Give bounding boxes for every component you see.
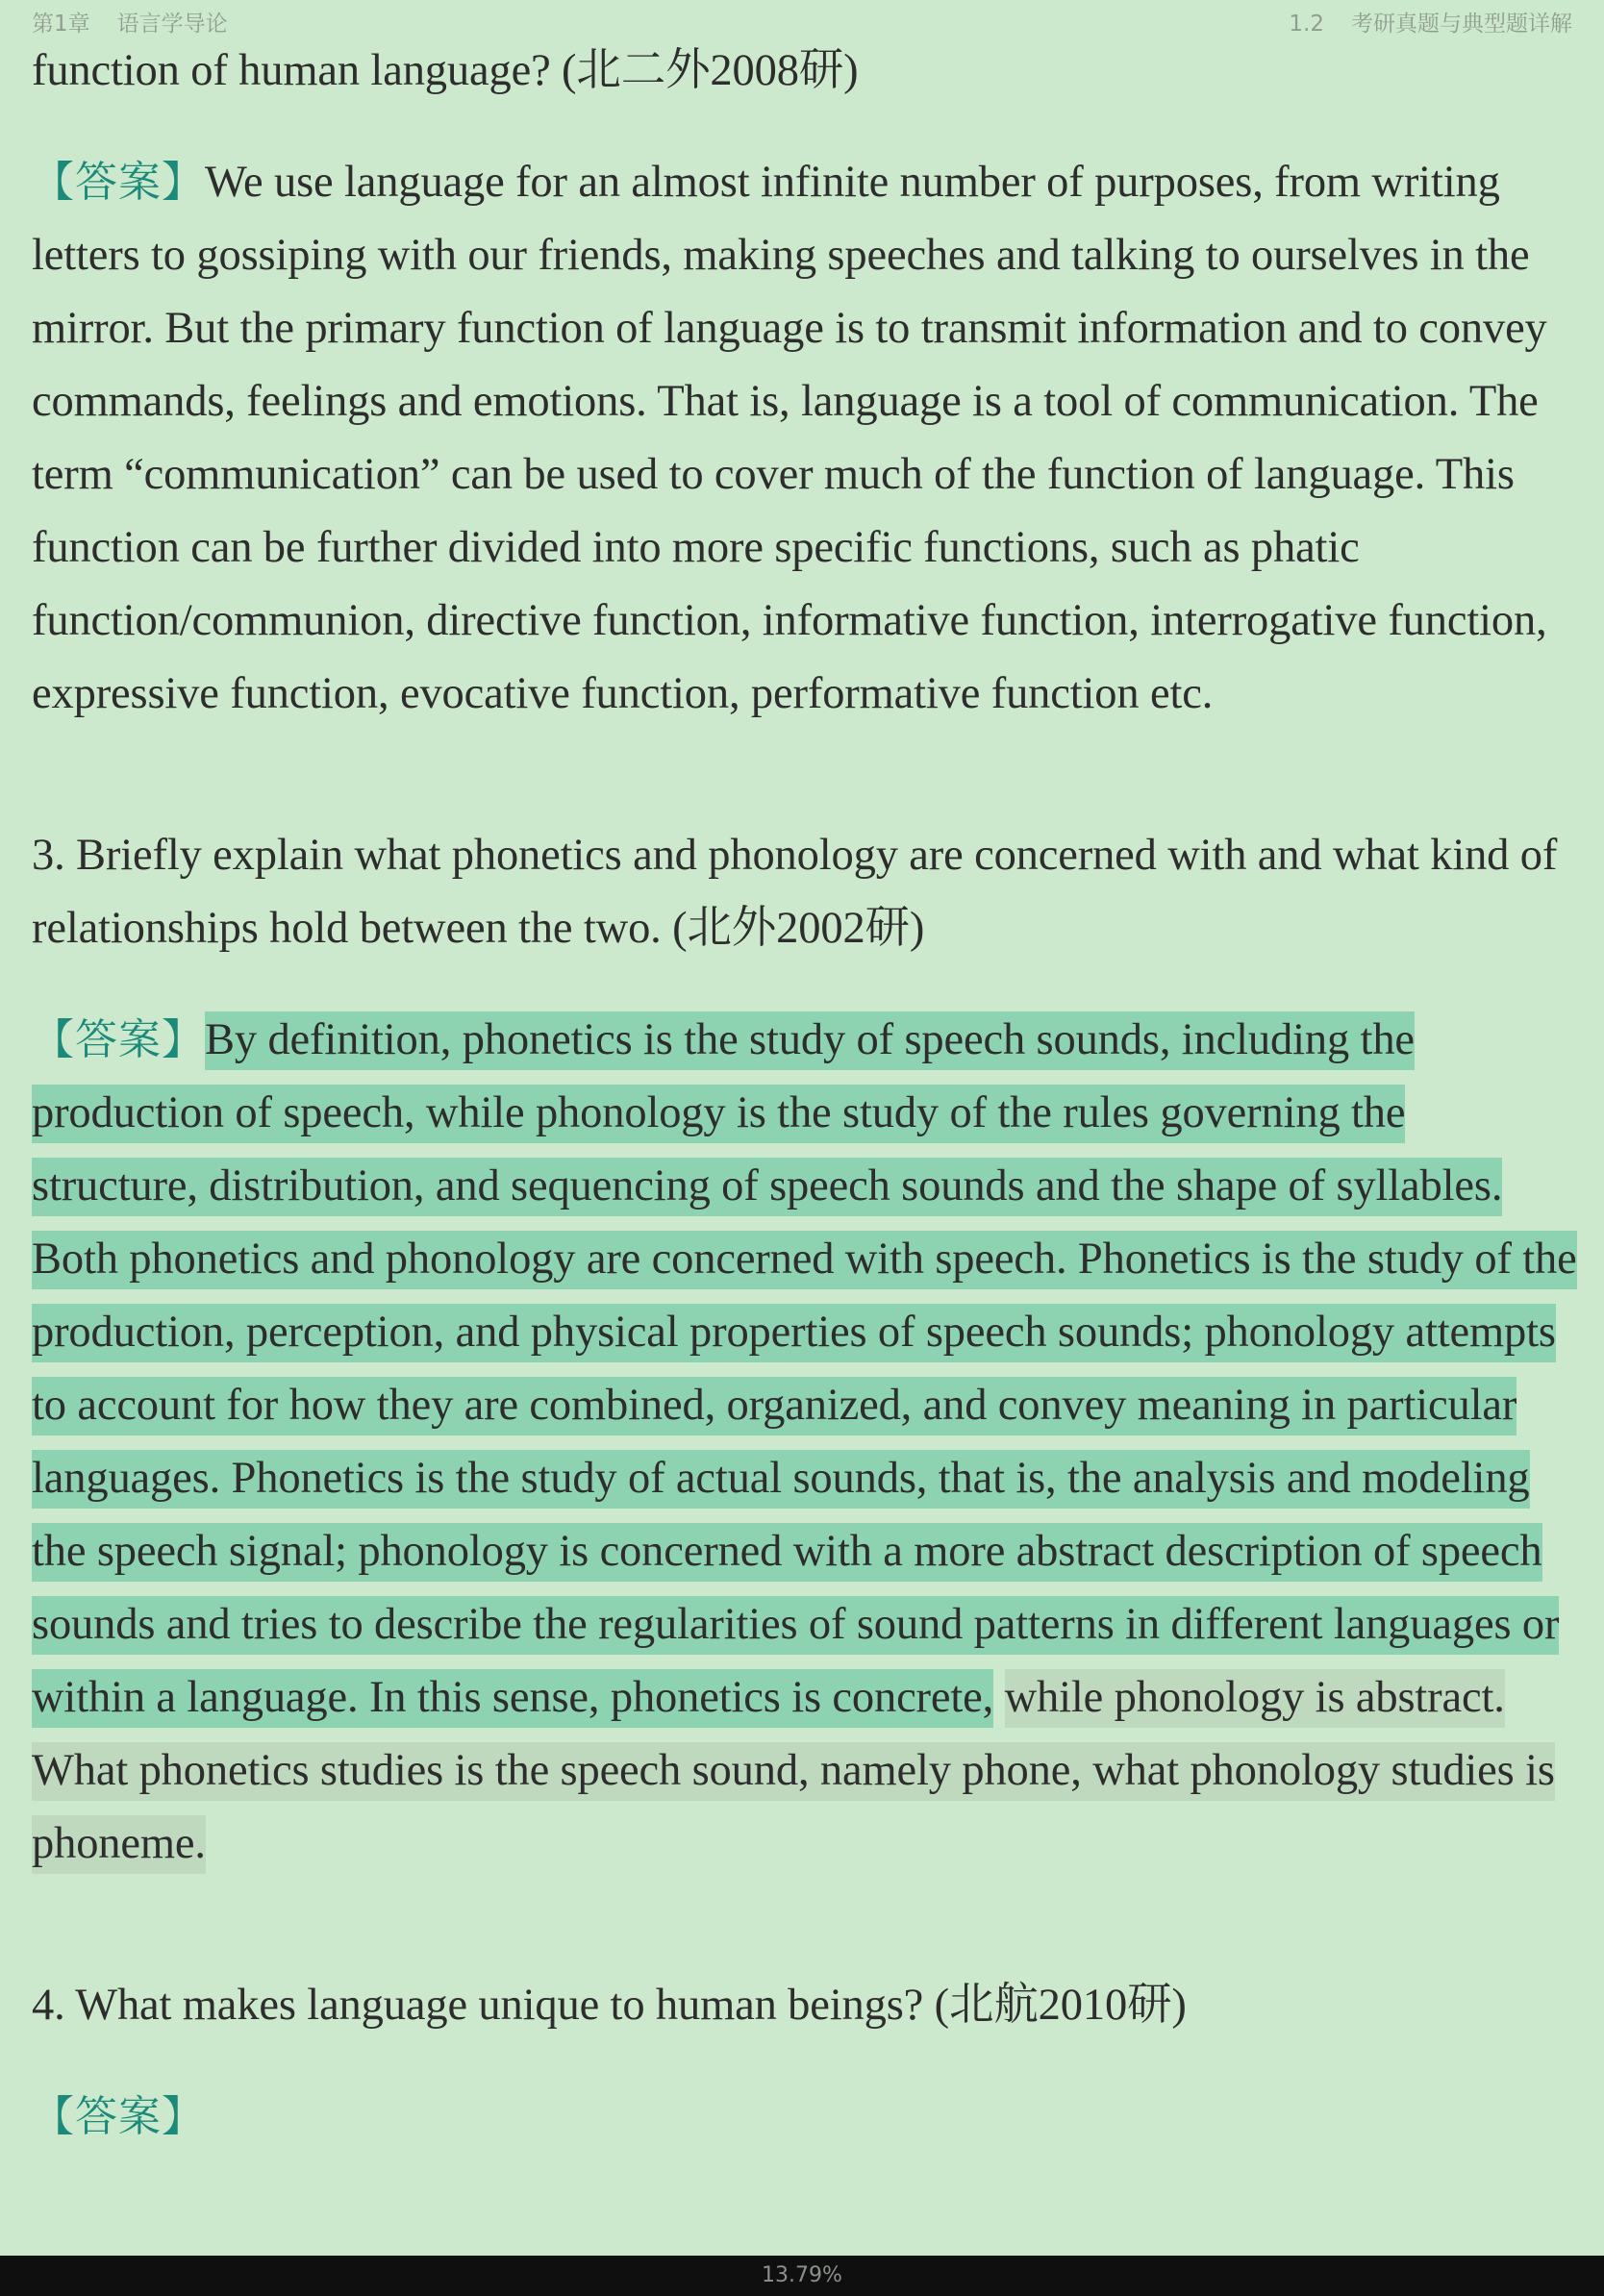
chapter-number: 第1章 xyxy=(32,12,90,37)
reading-progress-bar xyxy=(0,2256,1604,2296)
page-header xyxy=(0,0,1604,38)
answer-label: 【答案】 xyxy=(32,1015,205,1064)
chapter-breadcrumb xyxy=(32,6,228,37)
highlighted-text-secondary[interactable]: while phonology is abstract. What phonetics studies is the speech sound, namely phone, what phonology studies is phoneme. xyxy=(32,1669,1555,1874)
highlighted-text[interactable]: By definition, phonetics is the study of speech sounds, including the production of speech, while phonology is the study of the rules governing the structure, distribution, and sequencing of speech sounds and the shape of syllables. Both phonetics and phonology are concerned with speech. Phonetics is the study of the production, perception, and physical properties of speech sounds; phonology attempts to account for how they are combined, organized, and convey meaning in particular languages. Phonetics is the study of actual sounds, that is, the analysis and modeling the speech signal; phonology is concerned with a more abstract description of speech sounds and tries to describe the regularities of sound patterns in different languages or within a language. In this sense, phonetics is concrete, xyxy=(32,1011,1577,1728)
section-title: 考研真题与典型题详解 xyxy=(1351,12,1572,37)
answer-2 xyxy=(32,146,1580,731)
reader-content[interactable] xyxy=(32,35,1580,2154)
question-3: 3. Briefly explain what phonetics and phonology are concerned with and what kind of relationships hold between the two. (北外2002研) xyxy=(32,831,1558,953)
answer-2-text: We use language for an almost infinite number of purposes, from writing letters to gossiping with our friends, making speeches and talking to ourselves in the mirror. But the primary function of language is to transmit information and to convey commands, feelings and emotions. That is, language is a tool of communication. The term “communication” can be used to cover much of the function of language. This function can be further divided into more specific functions, such as phatic function/communion, directive function, informative function, interrogative function, expressive function, evocative function, performative function etc. xyxy=(32,158,1547,718)
answer-label: 【答案】 xyxy=(32,2092,205,2141)
section-number: 1.2 xyxy=(1289,12,1324,37)
section-breadcrumb xyxy=(1289,6,1572,37)
question-4: 4. What makes language unique to human beings? (北航2010研) xyxy=(32,1981,1187,2030)
question-2-continuation: function of human language? (北二外2008研) xyxy=(32,46,859,95)
chapter-title: 语言学导论 xyxy=(116,12,228,37)
reading-progress: 13.79% xyxy=(762,2263,842,2287)
answer-label: 【答案】 xyxy=(32,158,205,207)
answer-3 xyxy=(32,1004,1580,1881)
answer-4 xyxy=(32,2081,1580,2154)
